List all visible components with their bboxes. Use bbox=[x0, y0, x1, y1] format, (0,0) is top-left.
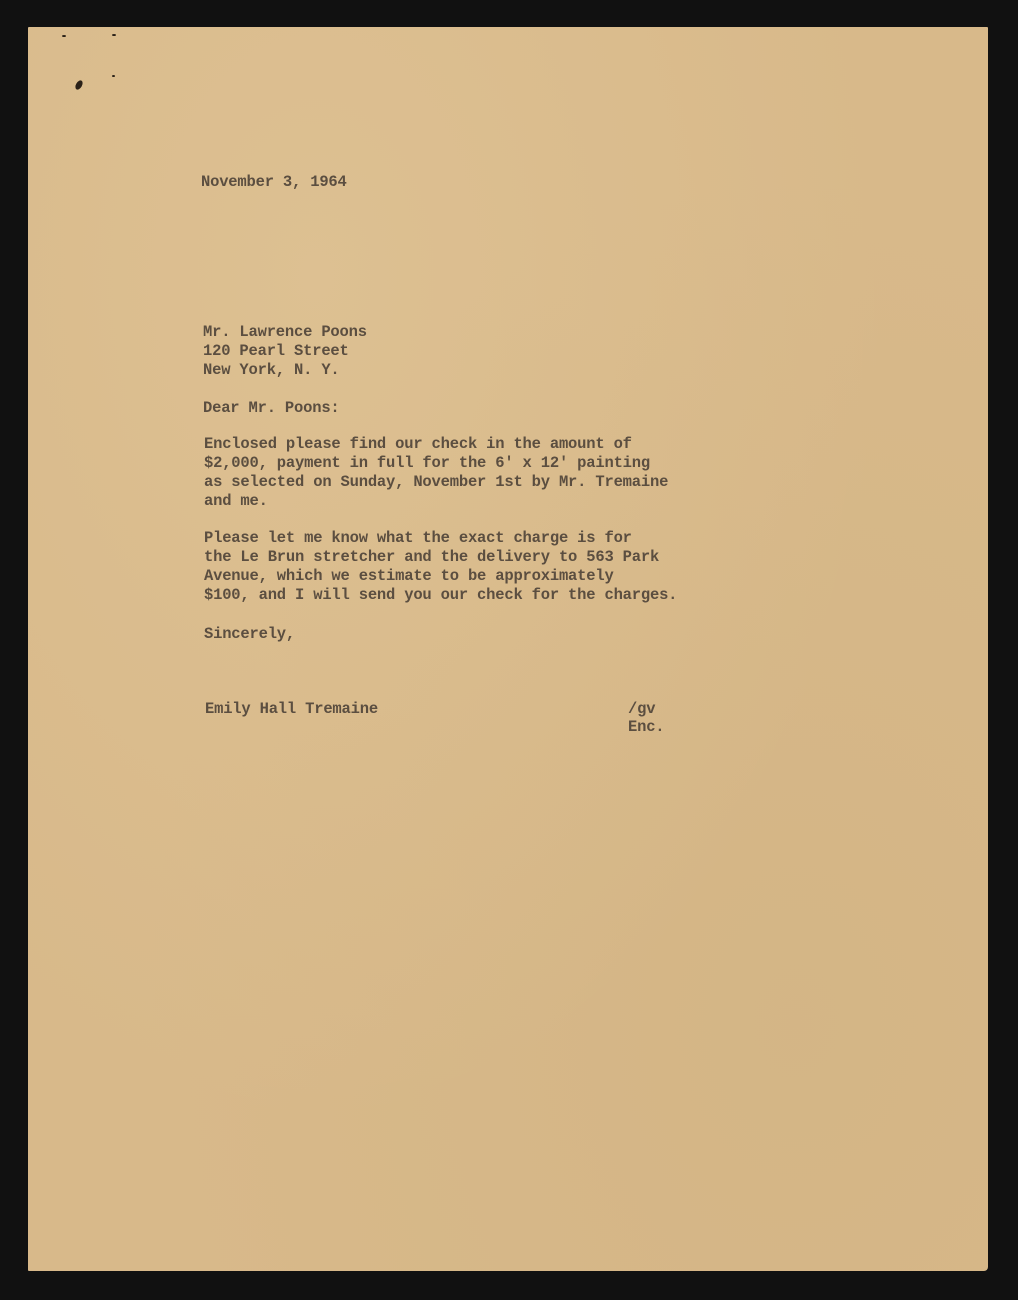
enclosure-note: Enc. bbox=[628, 718, 665, 736]
body-line: and me. bbox=[204, 492, 268, 510]
signature-name: Emily Hall Tremaine bbox=[205, 700, 378, 718]
ink-speck bbox=[62, 35, 66, 37]
body-line: Avenue, which we estimate to be approximately bbox=[204, 567, 614, 585]
body-line: as selected on Sunday, November 1st by Mr. Tremaine bbox=[204, 473, 669, 491]
letter-page bbox=[28, 27, 988, 1271]
body-line: Enclosed please find our check in the amount of bbox=[204, 435, 632, 453]
typist-initials: /gv bbox=[628, 700, 656, 718]
ink-speck bbox=[112, 34, 116, 36]
letter-date: November 3, 1964 bbox=[201, 173, 347, 191]
ink-speck bbox=[74, 79, 84, 91]
body-line: $100, and I will send you our check for the charges. bbox=[204, 586, 678, 604]
recipient-name: Mr. Lawrence Poons bbox=[203, 323, 367, 341]
body-line: the Le Brun stretcher and the delivery to 563 Park bbox=[204, 548, 660, 566]
recipient-city: New York, N. Y. bbox=[203, 361, 340, 379]
ink-speck bbox=[112, 75, 115, 77]
recipient-street: 120 Pearl Street bbox=[203, 342, 349, 360]
body-line: $2,000, payment in full for the 6' x 12' painting bbox=[204, 454, 650, 472]
body-line: Please let me know what the exact charge is for bbox=[204, 529, 632, 547]
salutation: Dear Mr. Poons: bbox=[203, 399, 340, 417]
closing: Sincerely, bbox=[204, 625, 296, 643]
